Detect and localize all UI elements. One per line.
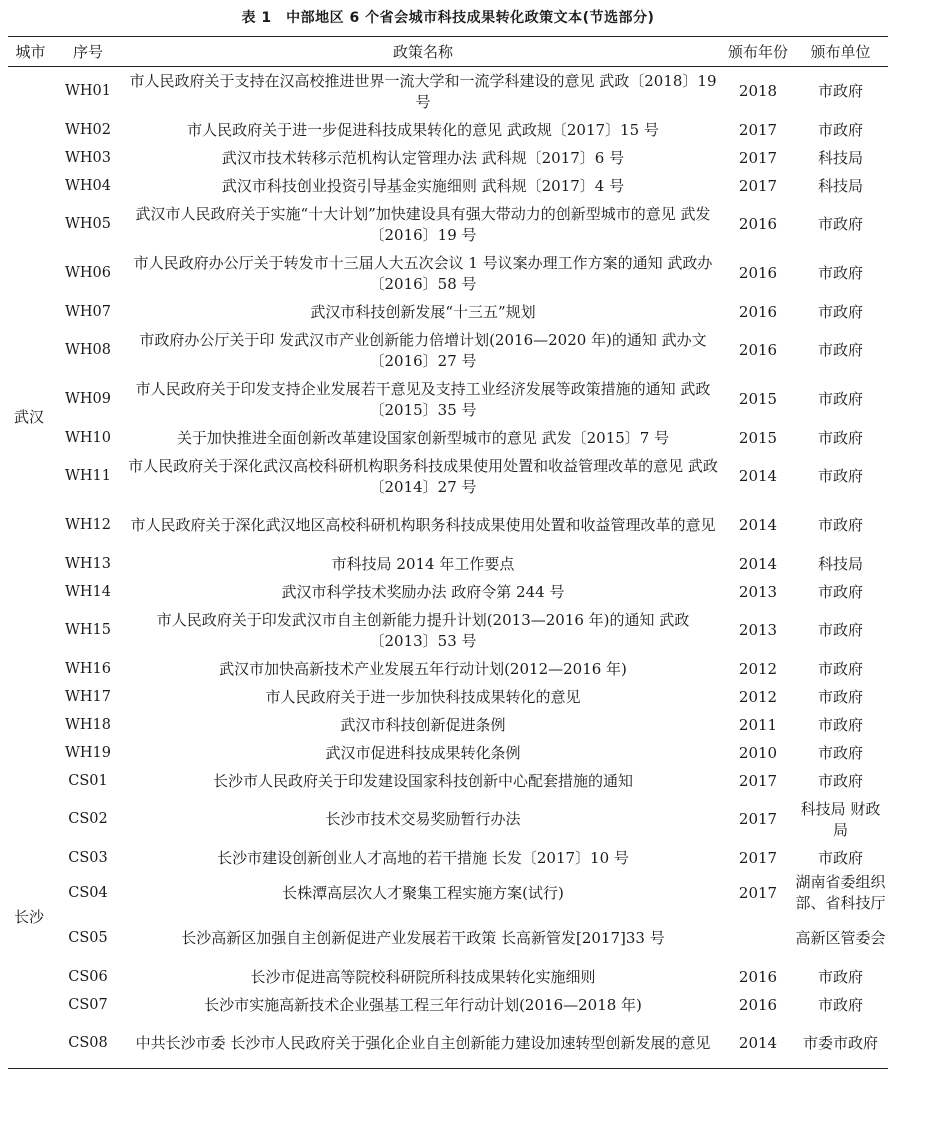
table-caption: 表 1 中部地区 6 个省会城市科技成果转化政策文本(节选部分) (241, 10, 655, 26)
table-row (8, 116, 888, 144)
year-cell: 2014 (738, 516, 778, 534)
code-cell: WH14 (65, 583, 111, 600)
unit-cell: 市政府 (817, 582, 863, 601)
unit-cell: 市政府 (817, 715, 863, 734)
policy-name-cell: 长沙高新区加强自主创新促进产业发展若干政策 长高新管发[2017]33 号 (181, 929, 665, 947)
year-cell: 2012 (738, 659, 778, 678)
table-row (8, 655, 888, 683)
table-row (8, 578, 888, 606)
policy-name-cell: 长株潭高层次人才聚集工程实施方案(试行) (282, 883, 564, 902)
policy-name-cell: 长沙市技术交易奖励暂行办法 (325, 810, 521, 828)
unit-cell: 市政府 (817, 659, 863, 678)
policy-name-cell: 市科技局 2014 年工作要点 (331, 554, 515, 573)
policy-name-cell: 武汉市科学技术奖励办法 政府令第 244 号 (281, 582, 565, 601)
table-row (8, 424, 888, 452)
unit-cell: 市政府 (817, 82, 863, 100)
policy-name-cell: 武汉市科技创业投资引导基金实施细则 武科规〔2017〕4 号 (221, 176, 625, 195)
policy-name-cell: 市人民政府关于进一步加快科技成果转化的意见 (265, 687, 581, 706)
unit-cell: 市政府 (817, 467, 863, 485)
unit-cell: 科技局 (817, 554, 863, 573)
unit-cell: 市政府 (817, 995, 863, 1014)
unit-cell: 市政府 (817, 967, 863, 986)
year-cell: 2017 (738, 848, 778, 867)
header-code: 序号 (72, 42, 103, 61)
table-header-row (8, 37, 888, 67)
policy-table (8, 36, 888, 1069)
unit-cell: 市政府 (817, 428, 863, 447)
unit-cell: 市政府 (817, 771, 863, 790)
policy-name-cell: 武汉市科技创新发展“十三五”规划 (310, 302, 536, 321)
unit-cell: 科技局 财政局 (800, 799, 881, 839)
document-page (8, 0, 888, 1069)
table-body (8, 67, 888, 1069)
year-cell: 2014 (738, 554, 778, 573)
table-row (8, 375, 888, 424)
unit-cell: 市政府 (817, 743, 863, 762)
year-cell: 2013 (738, 582, 778, 601)
policy-name-cell: 市人民政府关于印发武汉市自主创新能力提升计划(2013—2016 年)的通知 武政〔2013〕53 号 (156, 610, 690, 650)
table-row (8, 144, 888, 172)
table-row (8, 452, 888, 501)
year-cell: 2017 (738, 883, 778, 902)
year-cell: 2017 (738, 810, 778, 828)
code-cell: WH01 (65, 83, 111, 99)
table-row (8, 767, 888, 795)
table-row (8, 872, 888, 914)
code-cell: WH15 (65, 622, 111, 638)
policy-name-cell: 市人民政府关于印发支持企业发展若干意见及支持工业经济发展等政策措施的通知 武政〔2015〕35 号 (135, 379, 711, 419)
unit-cell: 科技局 (817, 176, 863, 195)
year-cell: 2016 (738, 215, 778, 233)
year-cell: 2017 (738, 148, 778, 167)
unit-cell: 市政府 (817, 390, 863, 408)
code-cell: WH08 (65, 342, 111, 358)
year-cell: 2016 (738, 967, 778, 986)
table-row (8, 501, 888, 550)
table-row (8, 914, 888, 963)
city-cell-wuhan: 武汉 (14, 407, 45, 426)
code-cell: CS01 (68, 772, 108, 789)
year-cell: 2015 (738, 390, 778, 408)
year-cell: 2016 (738, 264, 778, 282)
table-row (8, 963, 888, 991)
table-row (8, 1019, 888, 1069)
year-cell: 2010 (738, 743, 778, 762)
table-row (8, 326, 888, 375)
table-row (8, 991, 888, 1019)
code-cell: CS06 (68, 968, 108, 985)
table-row (8, 711, 888, 739)
table-row (8, 172, 888, 200)
table-row (8, 739, 888, 767)
year-cell: 2014 (738, 467, 778, 485)
policy-name-cell: 市人民政府关于进一步促进科技成果转化的意见 武政规〔2017〕15 号 (187, 120, 659, 139)
table-row (8, 844, 888, 872)
policy-name-cell: 长沙市实施高新技术企业强基工程三年行动计划(2016—2018 年) (204, 995, 642, 1014)
table-row (8, 249, 888, 298)
unit-cell: 市政府 (817, 341, 863, 359)
year-cell: 2016 (738, 995, 778, 1014)
policy-name-cell: 市人民政府办公厅关于转发市十三届人大五次会议 1 号议案办理工作方案的通知 武政办〔2016〕58 号 (133, 253, 713, 293)
policy-name-cell: 中共长沙市委 长沙市人民政府关于强化企业自主创新能力建设加速转型创新发展的意见 (135, 1034, 711, 1052)
city-cell-changsha: 长沙 (14, 908, 45, 926)
policy-name-cell: 武汉市技术转移示范机构认定管理办法 武科规〔2017〕6 号 (221, 148, 625, 167)
code-cell: WH11 (65, 468, 111, 484)
year-cell: 2012 (738, 687, 778, 706)
year-cell: 2016 (738, 302, 778, 321)
code-cell: WH12 (65, 517, 111, 533)
policy-name-cell: 武汉市加快高新技术产业发展五年行动计划(2012—2016 年) (219, 659, 627, 678)
code-cell: CS04 (68, 884, 108, 901)
year-cell: 2015 (738, 428, 778, 447)
table-row (8, 298, 888, 326)
table-row (8, 683, 888, 711)
code-cell: CS05 (68, 930, 108, 946)
code-cell: WH03 (65, 149, 111, 166)
year-cell (723, 914, 793, 963)
unit-cell: 市政府 (817, 687, 863, 706)
code-cell: WH02 (65, 121, 111, 138)
table-row (8, 550, 888, 578)
code-cell: WH05 (65, 216, 111, 232)
code-cell: CS07 (68, 996, 108, 1013)
year-cell: 2013 (738, 621, 778, 639)
year-cell: 2017 (738, 771, 778, 790)
unit-cell: 市政府 (817, 120, 863, 139)
code-cell: WH18 (65, 716, 111, 733)
code-cell: WH17 (65, 688, 111, 705)
year-cell: 2017 (738, 120, 778, 139)
unit-cell: 市政府 (817, 516, 863, 534)
year-cell: 2018 (738, 82, 778, 100)
header-unit: 颁布单位 (810, 42, 871, 61)
header-name: 政策名称 (392, 42, 453, 61)
unit-cell: 市政府 (817, 215, 863, 233)
table-row (8, 67, 888, 117)
policy-name-cell: 市人民政府关于深化武汉高校科研机构职务科技成果使用处置和收益管理改革的意见 武政〔2014〕27 号 (128, 456, 718, 496)
code-cell: WH09 (65, 391, 111, 407)
code-cell: WH13 (65, 555, 111, 572)
code-cell: CS02 (68, 811, 108, 827)
policy-name-cell: 市政府办公厅关于印 发武汉市产业创新能力倍增计划(2016—2020 年)的通知 武办文〔2016〕27 号 (139, 330, 707, 370)
table-row (8, 200, 888, 249)
policy-name-cell: 长沙市促进高等院校科研院所科技成果转化实施细则 (250, 967, 596, 986)
policy-name-cell: 武汉市人民政府关于实施“十大计划”加快建设具有强大带动力的创新型城市的意见 武发〔2016〕19 号 (135, 204, 711, 244)
header-city: 城市 (15, 42, 46, 61)
policy-name-cell: 关于加快推进全面创新改革建设国家创新型城市的意见 武发〔2015〕7 号 (176, 428, 670, 447)
policy-name-cell: 市人民政府关于深化武汉地区高校科研机构职务科技成果使用处置和收益管理改革的意见 (130, 516, 716, 534)
unit-cell: 市委市政府 (802, 1034, 878, 1052)
policy-name-cell: 武汉市科技创新促进条例 (340, 715, 506, 734)
year-cell: 2017 (738, 176, 778, 195)
code-cell: WH16 (65, 660, 111, 677)
unit-cell: 市政府 (817, 302, 863, 321)
policy-name-cell: 市人民政府关于支持在汉高校推进世界一流大学和一流学科建设的意见 武政〔2018〕19 号 (129, 71, 717, 111)
year-cell: 2011 (738, 715, 778, 734)
table-row (8, 606, 888, 655)
code-cell: CS03 (68, 849, 108, 866)
unit-cell: 市政府 (817, 264, 863, 282)
code-cell: WH19 (65, 744, 111, 761)
code-cell: WH04 (65, 177, 111, 194)
unit-cell: 湖南省委组织部、省科技厅 (795, 873, 886, 912)
year-cell: 2016 (738, 341, 778, 359)
policy-name-cell: 长沙市人民政府关于印发建设国家科技创新中心配套措施的通知 (212, 771, 633, 790)
table-row (8, 795, 888, 844)
header-year: 颁布年份 (727, 42, 788, 61)
code-cell: CS08 (68, 1035, 108, 1051)
year-cell: 2014 (738, 1034, 778, 1052)
unit-cell: 科技局 (817, 148, 863, 167)
code-cell: WH10 (65, 429, 111, 446)
unit-cell: 高新区管委会 (795, 929, 886, 947)
code-cell: WH07 (65, 303, 111, 320)
policy-name-cell: 武汉市促进科技成果转化条例 (325, 743, 521, 762)
policy-name-cell: 长沙市建设创新创业人才高地的若干措施 长发〔2017〕10 号 (217, 848, 629, 867)
unit-cell: 市政府 (817, 621, 863, 639)
code-cell: WH06 (65, 265, 111, 281)
unit-cell: 市政府 (817, 848, 863, 867)
